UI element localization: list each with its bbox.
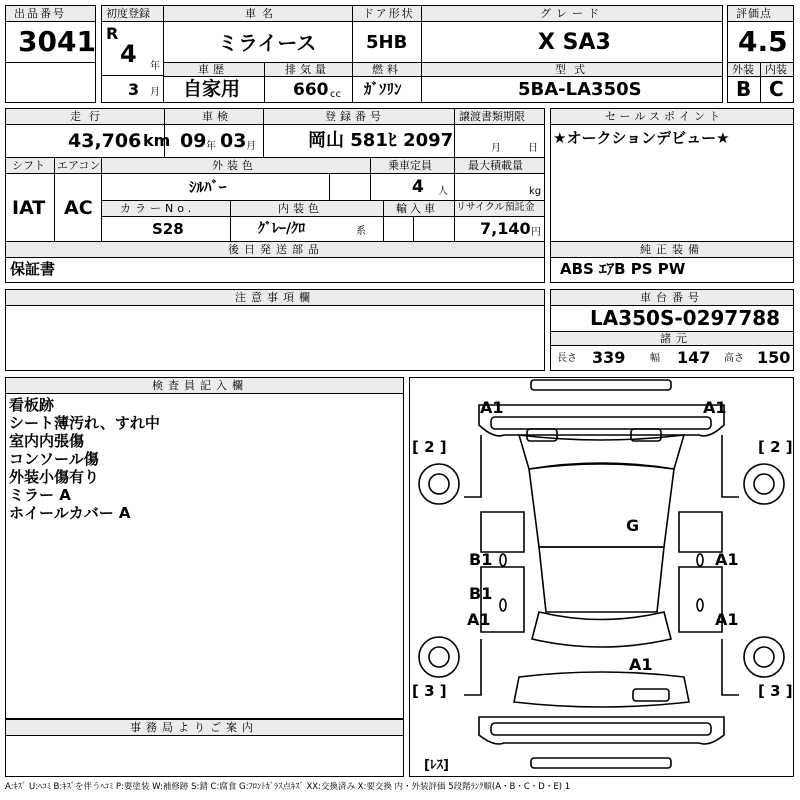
door-type: 5HB — [366, 32, 408, 53]
damage-mark: A1 — [715, 550, 739, 569]
damage-mark: G — [626, 516, 640, 535]
inspector-line: シート薄汚れ、すれ中 — [9, 414, 160, 432]
tire-mark: [ 3 ] — [758, 682, 793, 700]
interior-label: 内装 — [765, 63, 787, 76]
damage-mark: A1 — [715, 610, 739, 629]
inspector-notes — [9, 396, 160, 522]
inspection-month-unit: 月 — [246, 141, 256, 152]
height-label: 高さ — [724, 353, 744, 364]
notes-label: 注意事項欄 — [235, 291, 315, 304]
first-reg-label: 初度登録 — [106, 7, 150, 20]
inspector-label: 検査員記入欄 — [152, 379, 248, 392]
later-parts-label: 後日発送部品 — [228, 243, 324, 256]
inspector-line: 室内内張傷 — [9, 432, 85, 450]
model-label: 型式 — [555, 63, 593, 76]
score-label: 評価点 — [736, 7, 772, 20]
load-label: 最大積載量 — [468, 159, 523, 172]
air-conditioner: AC — [64, 197, 93, 219]
displacement: 660 — [293, 80, 329, 100]
damage-mark: A1 — [703, 398, 727, 417]
plate-label: 登録番号 — [325, 110, 385, 123]
lot-blank-box — [5, 62, 96, 103]
width-label: 幅 — [650, 353, 660, 364]
ac-label: エアコン — [57, 159, 101, 172]
inspector-line: コンソール傷 — [9, 450, 99, 468]
inspection-label: 車検 — [202, 110, 232, 123]
shift-label: シフト — [12, 159, 45, 172]
transfer-day-unit: 日 — [528, 143, 538, 154]
length-label: 長さ — [557, 353, 577, 364]
month-unit: 月 — [150, 87, 160, 98]
damage-mark: A1 — [467, 610, 491, 629]
transfer-label: 譲渡書類期限 — [459, 110, 525, 123]
inspection-year: 09 — [180, 130, 207, 152]
spec-label: 諸元 — [660, 332, 692, 345]
recycle-label: リサイクル預託金 — [456, 202, 535, 213]
mileage-label: 走行 — [70, 110, 108, 123]
notes-box — [5, 305, 545, 371]
inspector-line: 看板跡 — [9, 396, 55, 414]
first-reg-month: 3 — [128, 80, 140, 99]
grade: X SA3 — [538, 30, 611, 55]
score: 4.5 — [738, 25, 788, 58]
spare-tire-mark: [ﾚｽ] — [424, 758, 449, 773]
inspection-month: 03 — [220, 130, 247, 152]
color-number: S28 — [152, 220, 184, 238]
legend: A:ｷｽﾞ U:ﾍｺﾐ B:ｷｽﾞを伴うﾍｺﾐ P:要塗装 W:補修跡 S:錆 C:腐食 G:ﾌﾛﾝﾄｶﾞﾗｽ点ｷｽﾞ XX:交換済み X:要交換 内・外装評価 5段階ﾗﾝｸ順(A・B・C・D・E) 1 — [5, 782, 571, 792]
interior-color-unit: 系 — [356, 226, 366, 237]
fuel: ｶﾞｿﾘﾝ — [364, 80, 402, 98]
damage-mark: B1 — [469, 550, 493, 569]
transfer-month-unit: 月 — [491, 143, 501, 154]
fuel-label: 燃料 — [372, 63, 402, 76]
damage-mark: A1 — [629, 655, 653, 674]
history-label: 車歴 — [198, 63, 228, 76]
sales-label: セールスポイント — [605, 110, 725, 123]
recycle-fee: 7,140 — [480, 219, 531, 238]
later-parts: 保証書 — [10, 260, 56, 278]
name-label: 車名 — [245, 7, 279, 20]
year-unit: 年 — [150, 61, 160, 72]
later-parts-box — [5, 257, 545, 283]
tire-mark: [ 2 ] — [758, 438, 793, 456]
plate-number: 岡山 581ﾋ 2097 — [308, 130, 454, 151]
displacement-unit: cc — [330, 89, 341, 100]
interior-color-label: 内装色 — [278, 202, 323, 215]
exterior-color: ｼﾙﾊﾞｰ — [189, 178, 227, 196]
lot-number: 3041 — [18, 25, 96, 58]
capacity-unit: 人 — [438, 186, 448, 197]
office-label: 事務局よりご案内 — [130, 721, 258, 734]
chassis-number: LA350S-0297788 — [590, 306, 781, 330]
displacement-label: 排気量 — [285, 63, 330, 76]
height: 150 — [757, 348, 791, 367]
grade-label: グレード — [540, 7, 604, 20]
lot-label: 出品番号 — [14, 7, 66, 20]
era: R — [106, 24, 119, 43]
shift: IAT — [12, 197, 46, 219]
tire-mark: [ 3 ] — [412, 682, 447, 700]
import-box-a — [383, 216, 414, 242]
car-name: ミライース — [218, 31, 317, 55]
equipment: ABS ｴｱB PS PW — [560, 260, 686, 278]
inspector-line: ホイールカバー A — [9, 504, 131, 522]
inspector-line: 外装小傷有り — [9, 468, 100, 486]
width: 147 — [677, 348, 711, 367]
mileage-unit: km — [143, 131, 171, 150]
color-label: 外装色 — [212, 159, 257, 172]
color-no-label: カラーNo. — [120, 202, 196, 215]
inspector-line: ミラー A — [9, 486, 71, 504]
capacity-label: 乗車定員 — [388, 159, 432, 172]
interior-color: ｸﾞﾚｰ/ｸﾛ — [258, 221, 306, 237]
tire-mark: [ 2 ] — [412, 438, 447, 456]
import-label: 輸入車 — [396, 202, 438, 215]
chassis-label: 車台番号 — [640, 291, 704, 304]
length: 339 — [592, 348, 626, 367]
damage-mark: A1 — [480, 398, 504, 417]
mileage: 43,706 — [68, 130, 142, 152]
inspection-year-unit: 年 — [206, 141, 216, 152]
office-box — [5, 735, 404, 777]
model: 5BA-LA350S — [518, 79, 642, 100]
door-label: ドア形状 — [363, 7, 415, 20]
capacity: 4 — [412, 177, 424, 197]
damage-mark: B1 — [469, 584, 493, 603]
history: 自家用 — [183, 78, 241, 100]
exterior-label: 外装 — [732, 63, 754, 76]
first-reg-year: 4 — [120, 40, 137, 68]
sales-point: ★オークションデビュー★ — [553, 129, 730, 147]
import-box-b — [413, 216, 455, 242]
car-diagram — [409, 377, 794, 777]
equipment-label: 純正装備 — [640, 243, 704, 256]
load-unit: kg — [529, 186, 542, 197]
color-sub-box — [329, 173, 371, 201]
recycle-unit: 円 — [531, 227, 541, 238]
exterior-grade: B — [736, 77, 752, 101]
interior-grade: C — [769, 77, 784, 101]
